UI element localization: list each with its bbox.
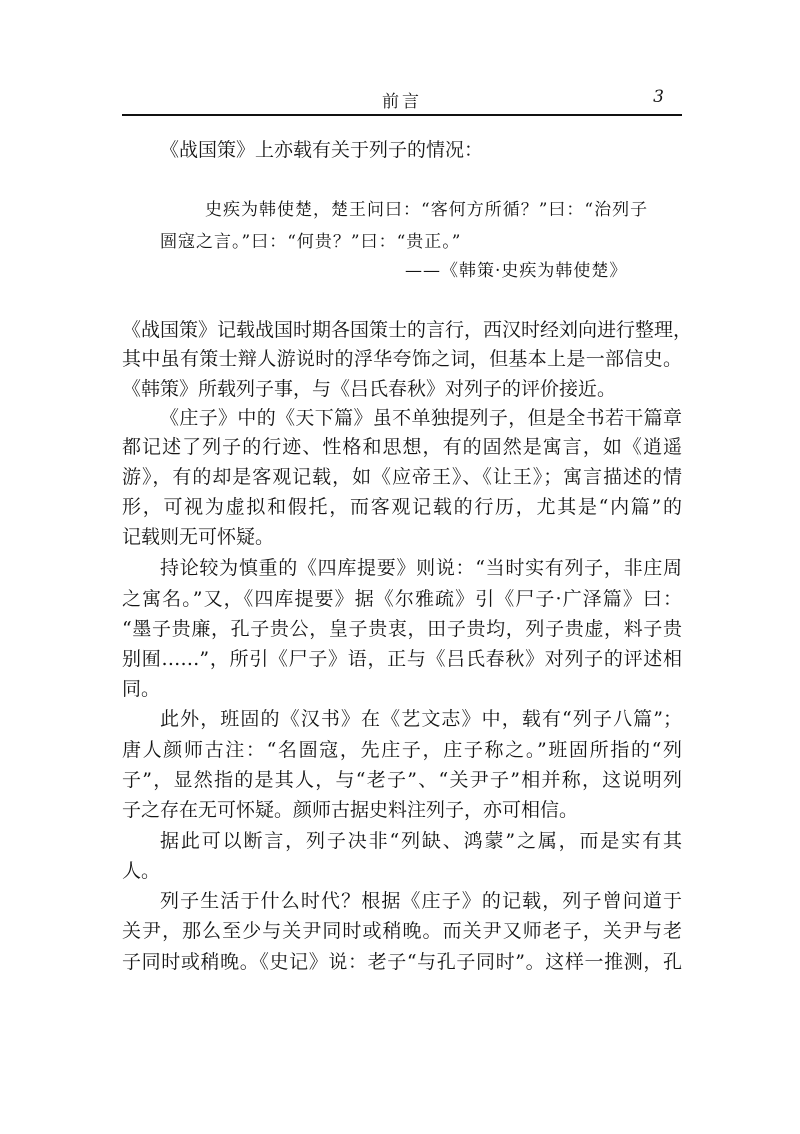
body-line: 子同时或稍晚。《史记》说：老子“与孔子同时”。这样一推测，孔 <box>122 951 682 973</box>
body-line: 此外，班固的《汉书》在《艺文志》中，载有“列子八篇”； <box>160 708 682 730</box>
header-rule <box>122 114 682 116</box>
body-line: 形，可视为虚拟和假托，而客观记载的行历，尤其是“内篇”的 <box>122 496 682 518</box>
body-line: 子”，显然指的是其人，与“老子”、“关尹子”相并称，这说明列 <box>122 769 682 791</box>
quote-line-1: 史疾为韩使楚，楚王问曰：“客何方所循？”曰：“治列子 <box>205 200 649 220</box>
body-line: 《战国策》记载战国时期各国策士的言行，西汉时经刘向进行整理， <box>122 319 693 341</box>
body-line: 子之存在无可怀疑。颜师古据史料注列子，亦可相信。 <box>122 799 579 821</box>
body-line: 人。 <box>122 860 161 882</box>
body-line: 其中虽有策士辩人游说时的浮华夸饰之词，但基本上是一部信史。 <box>122 348 682 370</box>
body-line: 列子生活于什么时代？根据《庄子》的记载，列子曾问道于 <box>160 890 682 912</box>
page-header <box>122 85 682 117</box>
body-line: 《韩策》所载列子事，与《吕氏春秋》对列子的评价接近。 <box>122 378 617 400</box>
page-number: 3 <box>653 87 664 107</box>
running-title: 前言 <box>382 92 422 112</box>
body-line: 关尹，那么至少与关尹同时或稍晚。而关尹又师老子，关尹与老 <box>122 920 682 942</box>
body-line: 据此可以断言，列子决非“列缺、鸿蒙”之属，而是实有其 <box>160 830 682 852</box>
intro-paragraph: 《战国策》上亦载有关于列子的情况： <box>160 139 484 161</box>
body-line: 记载则无可怀疑。 <box>122 526 275 548</box>
body-line: 之寓名。”又，《四库提要》据《尔雅疏》引《尸子·广泽篇》曰： <box>122 588 682 610</box>
body-line: 别囿……”，所引《尸子》语，正与《吕氏春秋》对列子的评述相 <box>122 648 682 670</box>
body-line: 游》，有的却是客观记载，如《应帝王》、《让王》；寓言描述的情 <box>122 466 682 488</box>
quote-line-2: 圄寇之言。”曰：“何贵？”曰：“贵正。” <box>160 232 462 252</box>
body-line: 持论较为慎重的《四库提要》则说：“当时实有列子，非庄周 <box>160 557 682 579</box>
body-line: 都记述了列子的行迹、性格和思想，有的固然是寓言，如《逍遥 <box>122 436 682 458</box>
body-line: “墨子贵廉，孔子贵公，皇子贵衷，田子贵均，列子贵虚，料子贵 <box>122 618 682 640</box>
body-line: 《庄子》中的《天下篇》虽不单独提列子，但是全书若干篇章 <box>160 407 682 429</box>
body-line: 唐人颜师古注：“名圄寇，先庄子，庄子称之。”班固所指的“列 <box>122 739 682 761</box>
body-line: 同。 <box>122 678 161 700</box>
quote-source: ——《韩策·史疾为韩使楚》 <box>405 261 628 281</box>
